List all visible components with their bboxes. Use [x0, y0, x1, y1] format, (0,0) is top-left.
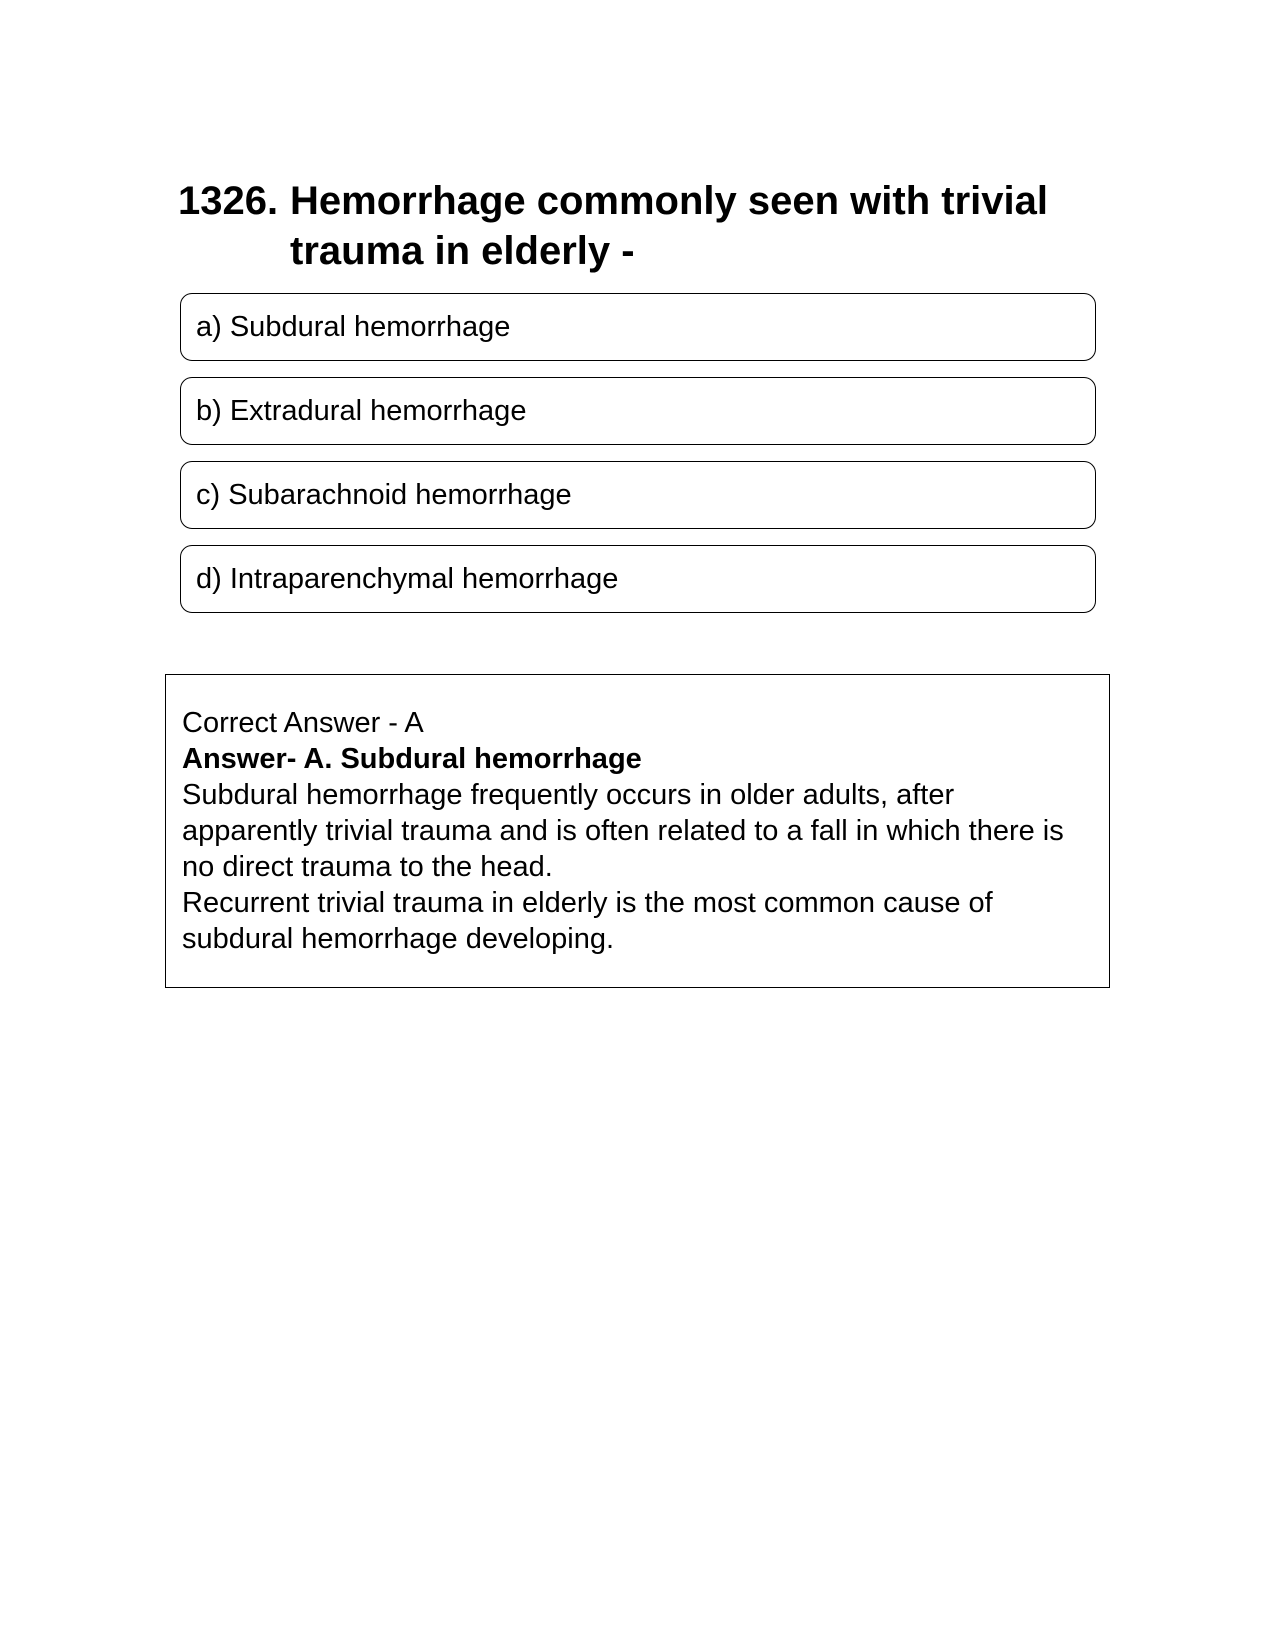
answer-heading: Answer- A. Subdural hemorrhage: [182, 743, 642, 775]
option-c[interactable]: c) Subarachnoid hemorrhage: [180, 461, 1096, 529]
options-list: [180, 293, 1096, 629]
correct-answer-line: Correct Answer - A: [182, 707, 424, 739]
answer-explanation-2: Recurrent trivial trauma in elderly is the most common cause of subdural hemorrhage developing.: [182, 887, 993, 955]
option-b[interactable]: b) Extradural hemorrhage: [180, 377, 1096, 445]
answer-explanation-1: Subdural hemorrhage frequently occurs in older adults, after apparently trivial trauma and is often related to a fall in which there is no direct trauma to the head.: [182, 779, 1064, 883]
answer-box: [165, 674, 1110, 988]
question: [178, 176, 1098, 276]
option-d[interactable]: d) Intraparenchymal hemorrhage: [180, 545, 1096, 613]
question-number: 1326.: [178, 179, 279, 223]
option-a[interactable]: a) Subdural hemorrhage: [180, 293, 1096, 361]
question-text: Hemorrhage commonly seen with trivial trauma in elderly -: [290, 179, 1048, 273]
